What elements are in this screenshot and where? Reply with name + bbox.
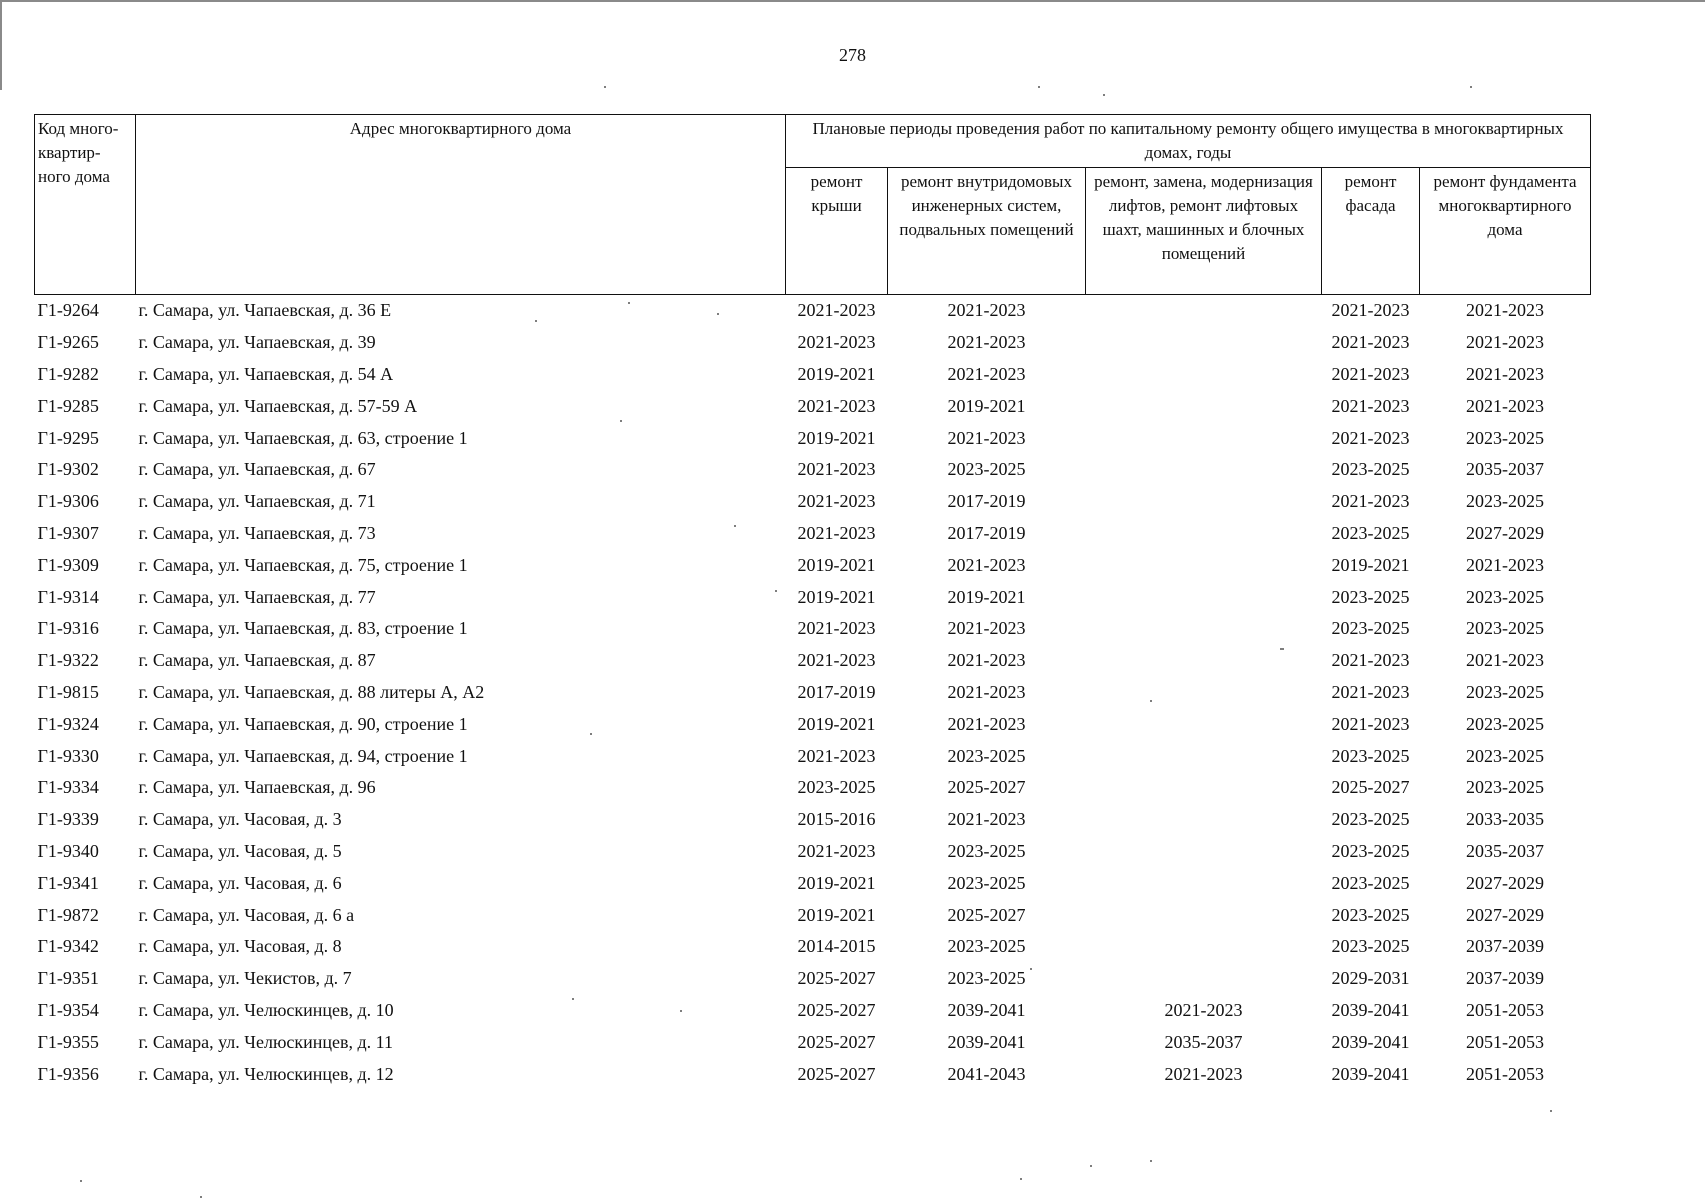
address-cell: г. Самара, ул. Чапаевская, д. 88 литеры А, А2 — [138, 681, 485, 702]
scan-speck — [1150, 700, 1152, 702]
foundation-period-cell: 2023-2025 — [1466, 777, 1544, 798]
table-header — [35, 115, 1591, 295]
lift-period-cell — [1086, 422, 1322, 454]
lift-period-cell — [1086, 740, 1322, 772]
table-row — [35, 836, 1591, 868]
foundation-period-cell: 2035-2037 — [1466, 840, 1544, 861]
engineering-period-cell: 2021-2023 — [947, 332, 1026, 353]
table-row — [35, 486, 1591, 518]
engineering-period-cell: 2019-2021 — [947, 586, 1026, 607]
scan-speck — [572, 998, 574, 1000]
roof-period-cell: 2019-2021 — [797, 427, 876, 448]
engineering-period-cell: 2039-2041 — [947, 999, 1026, 1020]
engineering-period-cell: 2023-2025 — [947, 745, 1026, 766]
scan-speck — [775, 590, 777, 592]
lift-period-cell — [1086, 899, 1322, 931]
table-row — [35, 772, 1591, 804]
address-cell: г. Самара, ул. Чапаевская, д. 57-59 А — [138, 395, 418, 416]
building-code-cell: Г1-9265 — [37, 332, 99, 353]
scan-speck — [1550, 1110, 1552, 1112]
lift-period-cell — [1086, 677, 1322, 709]
foundation-period-cell: 2021-2023 — [1466, 332, 1544, 353]
lift-period-cell — [1086, 772, 1322, 804]
lift-period-cell — [1086, 295, 1322, 327]
facade-period-cell: 2023-2025 — [1331, 904, 1410, 925]
engineering-period-cell: 2025-2027 — [947, 904, 1026, 925]
table-body — [35, 295, 1591, 1090]
address-cell: г. Самара, ул. Чапаевская, д. 36 Е — [138, 300, 392, 321]
table-row — [35, 645, 1591, 677]
lift-period-cell: 2021-2023 — [1164, 999, 1243, 1020]
table-row — [35, 549, 1591, 581]
scan-speck — [535, 320, 537, 322]
scan-speck — [1020, 1178, 1022, 1180]
roof-period-cell: 2019-2021 — [797, 904, 876, 925]
foundation-period-cell: 2021-2023 — [1466, 650, 1544, 671]
building-code-cell: Г1-9264 — [37, 300, 99, 321]
lift-period-cell — [1086, 581, 1322, 613]
roof-period-cell: 2014-2015 — [797, 936, 876, 957]
capital-repair-table — [34, 114, 1591, 1090]
lift-period-cell — [1086, 931, 1322, 963]
building-code-cell: Г1-9872 — [37, 904, 99, 925]
engineering-period-cell: 2023-2025 — [947, 459, 1026, 480]
roof-period-cell: 2019-2021 — [797, 554, 876, 575]
roof-period-cell: 2025-2027 — [797, 968, 876, 989]
facade-period-cell: 2021-2023 — [1331, 427, 1410, 448]
facade-period-cell: 2021-2023 — [1331, 363, 1410, 384]
address-cell: г. Самара, ул. Челюскинцев, д. 12 — [138, 1063, 394, 1084]
foundation-period-cell: 2051-2053 — [1466, 1063, 1544, 1084]
lift-period-cell — [1086, 454, 1322, 486]
building-code-cell: Г1-9334 — [37, 777, 99, 798]
engineering-period-cell: 2039-2041 — [947, 1031, 1026, 1052]
roof-period-cell: 2025-2027 — [797, 999, 876, 1020]
foundation-period-cell: 2023-2025 — [1466, 745, 1544, 766]
address-cell: г. Самара, ул. Чапаевская, д. 90, строение 1 — [138, 713, 468, 734]
scan-speck — [680, 1010, 682, 1012]
address-cell: г. Самара, ул. Чапаевская, д. 54 А — [138, 363, 394, 384]
facade-period-cell: 2029-2031 — [1331, 968, 1410, 989]
engineering-period-cell: 2023-2025 — [947, 872, 1026, 893]
engineering-period-cell: 2021-2023 — [947, 554, 1026, 575]
roof-period-cell: 2021-2023 — [797, 840, 876, 861]
engineering-period-cell: 2021-2023 — [947, 713, 1026, 734]
engineering-period-cell: 2025-2027 — [947, 777, 1026, 798]
facade-period-cell: 2021-2023 — [1331, 395, 1410, 416]
lift-period-cell — [1086, 518, 1322, 550]
engineering-period-cell: 2021-2023 — [947, 681, 1026, 702]
engineering-period-cell: 2023-2025 — [947, 968, 1026, 989]
roof-period-cell: 2021-2023 — [797, 459, 876, 480]
address-cell: г. Самара, ул. Челюскинцев, д. 11 — [138, 1031, 394, 1052]
facade-period-cell: 2023-2025 — [1331, 459, 1410, 480]
foundation-period-cell: 2027-2029 — [1466, 872, 1544, 893]
building-code-cell: Г1-9340 — [37, 840, 99, 861]
facade-period-cell: 2023-2025 — [1331, 872, 1410, 893]
facade-period-cell: 2021-2023 — [1331, 491, 1410, 512]
roof-period-cell: 2021-2023 — [797, 650, 876, 671]
header-building-code: Код много-квартир-ного дома — [35, 115, 136, 295]
table-row — [35, 422, 1591, 454]
facade-period-cell: 2023-2025 — [1331, 745, 1410, 766]
lift-period-cell — [1086, 645, 1322, 677]
roof-period-cell: 2017-2019 — [797, 681, 876, 702]
table-row — [35, 581, 1591, 613]
table-row — [35, 613, 1591, 645]
foundation-period-cell: 2033-2035 — [1466, 809, 1544, 830]
table-row — [35, 677, 1591, 709]
roof-period-cell: 2019-2021 — [797, 872, 876, 893]
foundation-period-cell: 2021-2023 — [1466, 554, 1544, 575]
roof-period-cell: 2015-2016 — [797, 809, 876, 830]
lift-period-cell — [1086, 613, 1322, 645]
facade-period-cell: 2025-2027 — [1331, 777, 1410, 798]
lift-period-cell: 2035-2037 — [1164, 1031, 1243, 1052]
header-facade-repair: ремонт фасада — [1322, 168, 1420, 295]
scan-speck — [1103, 94, 1105, 96]
address-cell: г. Самара, ул. Чапаевская, д. 87 — [138, 650, 376, 671]
foundation-period-cell: 2027-2029 — [1466, 522, 1544, 543]
facade-period-cell: 2023-2025 — [1331, 840, 1410, 861]
header-address: Адрес многоквартирного дома — [136, 115, 786, 295]
facade-period-cell: 2023-2025 — [1331, 618, 1410, 639]
scan-speck — [1282, 648, 1284, 650]
scan-speck — [604, 86, 606, 88]
facade-period-cell: 2039-2041 — [1331, 1031, 1410, 1052]
roof-period-cell: 2019-2021 — [797, 586, 876, 607]
scan-speck — [734, 525, 736, 527]
building-code-cell: Г1-9355 — [37, 1031, 99, 1052]
lift-period-cell — [1086, 836, 1322, 868]
building-code-cell: Г1-9356 — [37, 1063, 99, 1084]
table-row — [35, 327, 1591, 359]
lift-period-cell — [1086, 708, 1322, 740]
scan-speck — [590, 733, 592, 735]
address-cell: г. Самара, ул. Часовая, д. 3 — [138, 809, 342, 830]
table-row — [35, 995, 1591, 1027]
building-code-cell: Г1-9322 — [37, 650, 99, 671]
roof-period-cell: 2023-2025 — [797, 777, 876, 798]
building-code-cell: Г1-9302 — [37, 459, 99, 480]
roof-period-cell: 2021-2023 — [797, 491, 876, 512]
address-cell: г. Самара, ул. Чапаевская, д. 39 — [138, 332, 376, 353]
lift-period-cell: 2021-2023 — [1164, 1063, 1243, 1084]
building-code-cell: Г1-9351 — [37, 968, 99, 989]
engineering-period-cell: 2017-2019 — [947, 491, 1026, 512]
foundation-period-cell: 2023-2025 — [1466, 491, 1544, 512]
facade-period-cell: 2023-2025 — [1331, 936, 1410, 957]
table-row — [35, 708, 1591, 740]
table-row — [35, 963, 1591, 995]
engineering-period-cell: 2021-2023 — [947, 300, 1026, 321]
engineering-period-cell: 2023-2025 — [947, 840, 1026, 861]
address-cell: г. Самара, ул. Чекистов, д. 7 — [138, 968, 352, 989]
building-code-cell: Г1-9285 — [37, 395, 99, 416]
roof-period-cell: 2021-2023 — [797, 618, 876, 639]
engineering-period-cell: 2019-2021 — [947, 395, 1026, 416]
facade-period-cell: 2039-2041 — [1331, 999, 1410, 1020]
table-row — [35, 804, 1591, 836]
roof-period-cell: 2021-2023 — [797, 745, 876, 766]
table-row — [35, 295, 1591, 327]
address-cell: г. Самара, ул. Часовая, д. 6 — [138, 872, 342, 893]
table-row — [35, 1058, 1591, 1090]
facade-period-cell: 2021-2023 — [1331, 681, 1410, 702]
roof-period-cell: 2021-2023 — [797, 522, 876, 543]
engineering-period-cell: 2021-2023 — [947, 618, 1026, 639]
scan-speck — [628, 302, 630, 304]
scan-speck — [1030, 968, 1032, 970]
table-row — [35, 454, 1591, 486]
engineering-period-cell: 2041-2043 — [947, 1063, 1026, 1084]
header-planned-periods: Плановые периоды проведения работ по капитальному ремонту общего имущества в многоквартирных домах, годы — [786, 115, 1591, 168]
foundation-period-cell: 2023-2025 — [1466, 427, 1544, 448]
building-code-cell: Г1-9316 — [37, 618, 99, 639]
facade-period-cell: 2023-2025 — [1331, 809, 1410, 830]
building-code-cell: Г1-9314 — [37, 586, 99, 607]
address-cell: г. Самара, ул. Чапаевская, д. 73 — [138, 522, 376, 543]
header-roof-repair: ремонт крыши — [786, 168, 888, 295]
engineering-period-cell: 2017-2019 — [947, 522, 1026, 543]
table-row — [35, 359, 1591, 391]
facade-period-cell: 2021-2023 — [1331, 650, 1410, 671]
address-cell: г. Самара, ул. Чапаевская, д. 75, строение 1 — [138, 554, 468, 575]
building-code-cell: Г1-9309 — [37, 554, 99, 575]
foundation-period-cell: 2021-2023 — [1466, 395, 1544, 416]
engineering-period-cell: 2021-2023 — [947, 363, 1026, 384]
address-cell: г. Самара, ул. Чапаевская, д. 71 — [138, 491, 376, 512]
facade-period-cell: 2023-2025 — [1331, 522, 1410, 543]
header-foundation-repair: ремонт фундамента многоквартирного дома — [1420, 168, 1591, 295]
foundation-period-cell: 2037-2039 — [1466, 936, 1544, 957]
foundation-period-cell: 2023-2025 — [1466, 586, 1544, 607]
address-cell: г. Самара, ул. Часовая, д. 5 — [138, 840, 342, 861]
foundation-period-cell: 2035-2037 — [1466, 459, 1544, 480]
address-cell: г. Самара, ул. Чапаевская, д. 96 — [138, 777, 376, 798]
foundation-period-cell: 2027-2029 — [1466, 904, 1544, 925]
building-code-cell: Г1-9354 — [37, 999, 99, 1020]
building-code-cell: Г1-9342 — [37, 936, 99, 957]
lift-period-cell — [1086, 327, 1322, 359]
roof-period-cell: 2021-2023 — [797, 395, 876, 416]
scan-speck — [80, 1180, 82, 1182]
engineering-period-cell: 2021-2023 — [947, 650, 1026, 671]
roof-period-cell: 2019-2021 — [797, 363, 876, 384]
scan-speck — [200, 1196, 202, 1198]
lift-period-cell — [1086, 549, 1322, 581]
address-cell: г. Самара, ул. Чапаевская, д. 83, строение 1 — [138, 618, 468, 639]
table-row — [35, 1026, 1591, 1058]
scan-speck — [1038, 86, 1040, 88]
building-code-cell: Г1-9307 — [37, 522, 99, 543]
roof-period-cell: 2025-2027 — [797, 1031, 876, 1052]
header-engineering-repair: ремонт внутридомовых инженерных систем, подвальных помещений — [888, 168, 1086, 295]
scan-edge-top — [0, 0, 1705, 2]
roof-period-cell: 2019-2021 — [797, 713, 876, 734]
address-cell: г. Самара, ул. Часовая, д. 6 а — [138, 904, 355, 925]
address-cell: г. Самара, ул. Часовая, д. 8 — [138, 936, 342, 957]
roof-period-cell: 2021-2023 — [797, 300, 876, 321]
lift-period-cell — [1086, 804, 1322, 836]
foundation-period-cell: 2051-2053 — [1466, 999, 1544, 1020]
foundation-period-cell: 2023-2025 — [1466, 681, 1544, 702]
building-code-cell: Г1-9339 — [37, 809, 99, 830]
engineering-period-cell: 2021-2023 — [947, 427, 1026, 448]
building-code-cell: Г1-9341 — [37, 872, 99, 893]
scan-speck — [1470, 86, 1472, 88]
building-code-cell: Г1-9306 — [37, 491, 99, 512]
facade-period-cell: 2021-2023 — [1331, 713, 1410, 734]
engineering-period-cell: 2023-2025 — [947, 936, 1026, 957]
table-row — [35, 740, 1591, 772]
address-cell: г. Самара, ул. Чапаевская, д. 67 — [138, 459, 376, 480]
building-code-cell: Г1-9282 — [37, 363, 99, 384]
building-code-cell: Г1-9330 — [37, 745, 99, 766]
facade-period-cell: 2021-2023 — [1331, 332, 1410, 353]
lift-period-cell — [1086, 867, 1322, 899]
roof-period-cell: 2025-2027 — [797, 1063, 876, 1084]
page-number: 278 — [839, 45, 866, 65]
address-cell: г. Самара, ул. Чапаевская, д. 63, строение 1 — [138, 427, 468, 448]
address-cell: г. Самара, ул. Челюскинцев, д. 10 — [138, 999, 394, 1020]
table-row — [35, 867, 1591, 899]
lift-period-cell — [1086, 963, 1322, 995]
address-cell: г. Самара, ул. Чапаевская, д. 94, строение 1 — [138, 745, 468, 766]
table-row — [35, 931, 1591, 963]
table-row — [35, 899, 1591, 931]
foundation-period-cell: 2021-2023 — [1466, 300, 1544, 321]
header-lift-repair: ремонт, замена, модернизация лифтов, ремонт лифтовых шахт, машинных и блочных помещений — [1086, 168, 1322, 295]
building-code-cell: Г1-9815 — [37, 681, 99, 702]
scan-speck — [717, 313, 719, 315]
facade-period-cell: 2039-2041 — [1331, 1063, 1410, 1084]
foundation-period-cell: 2051-2053 — [1466, 1031, 1544, 1052]
roof-period-cell: 2021-2023 — [797, 332, 876, 353]
table-row — [35, 518, 1591, 550]
address-cell: г. Самара, ул. Чапаевская, д. 77 — [138, 586, 376, 607]
scan-speck — [1090, 1165, 1092, 1167]
foundation-period-cell: 2021-2023 — [1466, 363, 1544, 384]
facade-period-cell: 2021-2023 — [1331, 300, 1410, 321]
foundation-period-cell: 2023-2025 — [1466, 713, 1544, 734]
lift-period-cell — [1086, 390, 1322, 422]
engineering-period-cell: 2021-2023 — [947, 809, 1026, 830]
facade-period-cell: 2023-2025 — [1331, 586, 1410, 607]
lift-period-cell — [1086, 359, 1322, 391]
facade-period-cell: 2019-2021 — [1331, 554, 1410, 575]
scan-speck — [1150, 1160, 1152, 1162]
building-code-cell: Г1-9324 — [37, 713, 99, 734]
lift-period-cell — [1086, 486, 1322, 518]
foundation-period-cell: 2037-2039 — [1466, 968, 1544, 989]
building-code-cell: Г1-9295 — [37, 427, 99, 448]
scan-speck — [620, 420, 622, 422]
table-row — [35, 390, 1591, 422]
foundation-period-cell: 2023-2025 — [1466, 618, 1544, 639]
